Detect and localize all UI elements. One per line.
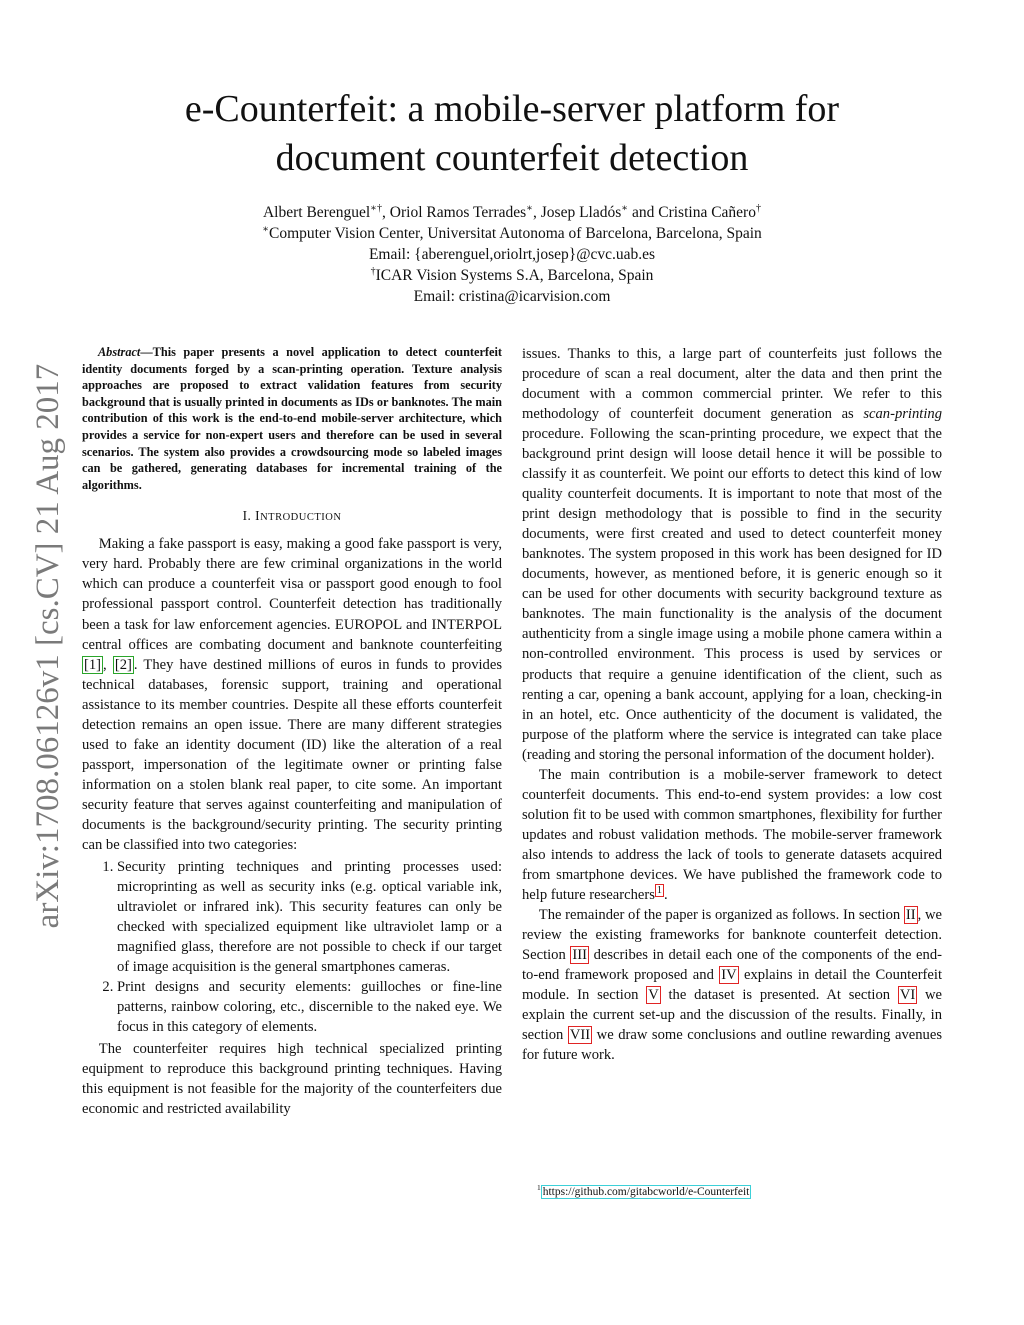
- section-link-iv[interactable]: IV: [721, 966, 737, 983]
- intro-paragraph-3: issues. Thanks to this, a large part of counterfeits just follows the procedure of scan a real document, alter the data and then print the document with a common commercial printer. We refer to this methodology of counterfeit document generation as scan-printing procedure. Following the scan-printing procedure, we expect that the background print design will loose detail hence it will be possible to classify it as counterfeit. We point our efforts to detect this kind of low quality counterfeit documents. It is important to note that most of the print design methodology that is possible to find in the security documents, were first created and used to detect counterfeit money banknotes. The system proposed in this work has been designed for ID documents, however, as mentioned before, it is generic enough so it can be used for other documents with security background texture as banknotes. The main functionality is the analysis of the document authenticity from a single image using a mobile phone camera within a non-controlled environment. This process is used by services or products that require a genuine identification of the client, such as renting a car, opening a bank account, applying for a loan, checking-in in an hotel, etc. Once authenticity of the document is validated, the purpose of the platform where the service is integrated can take place (reading and storing the personal information of the document holder).: [522, 346, 942, 763]
- list-item: 1. Security printing techniques and printing processes used: microprinting as well as security inks (e.g. optical variable ink, ultraviolet or infrared ink). This security features can only be checked with specialized equipment like ultraviolet lamp or a magnified glass, therefore are not possible to check if our target of image acquisition is the general smartphones cameras.: [117, 857, 502, 977]
- section-link-ii[interactable]: II: [905, 906, 916, 923]
- footnote-url-link[interactable]: https://github.com/gitabcworld/e-Counterfeit: [542, 1186, 750, 1198]
- section-link-v[interactable]: V: [648, 987, 659, 1003]
- left-column: [82, 344, 502, 1119]
- paper-title: [0, 85, 1024, 183]
- intro-paragraph-2: The counterfeiter requires high technical specialized printing equipment to reproduce this background printing techniques. Having this equipment is not feasible for the majority of the counterfeiters due economic and restricted availability: [82, 1041, 502, 1118]
- security-printing-list: [82, 857, 502, 1037]
- citation-link-1[interactable]: [1]: [84, 656, 102, 673]
- footnote-link-1[interactable]: 1: [656, 884, 662, 896]
- section-link-vi[interactable]: VI: [899, 987, 916, 1003]
- right-column: [522, 344, 942, 1065]
- section-heading-introduction: I. INTRODUCTION: [242, 508, 342, 524]
- intro-paragraph-4: The main contribution is a mobile-server framework to detect counterfeit documents. This end-to-end system provides: a low cost solution fit to be used with common smartphones, flexibility for further updates and robust validation methods. The mobile-server framework also intends to address the lack of tools to generate datasets acquired from smartphone devices. We have published the framework code to help future researchers $^1$ .: [522, 766, 942, 903]
- abstract-label: Abstract: [97, 345, 141, 359]
- intro-paragraph-1: Making a fake passport is easy, making a good fake passport is very, very hard. Probably there are few criminal organizations in the world which can produce a counterfeit visa or passport good enough to fool professional passport control. Counterfeit detection has traditionally been a task for law enforcement agencies. EUROPOL and INTERPOL central offices are combating document and banknote counterfeiting [1] , [2] . They have destined millions of euros in funds to provides technical databases, forensic support, training and operational assistance to its member countries. Despite all these efforts counterfeit detection remains an open issue. There are many different strategies used to fake an identity document (ID) like the alteration of a real passport, impersonation of the legitimate owner or printing false information on a stolen blank real paper, to cite some. An important security feature that serves against counterfeiting and manipulation of documents is the background/security printing. The security printing can be classified into two categories:: [82, 536, 502, 853]
- arxiv-margin-stamp: arXiv:1708.06126v1 [cs.CV] 21 Aug 2017: [30, 363, 66, 929]
- footnote: [537, 1185, 751, 1199]
- author-names: Albert Berenguel∗†, Oriol Ramos Terrades∗, Josep Lladós∗ and Cristina Cañero†: [262, 202, 761, 221]
- title-line-2: document counterfeit detection: [275, 137, 749, 179]
- affiliation-2: †ICAR Vision Systems S.A, Barcelona, Spain: [370, 265, 654, 284]
- affiliation-1: ∗Computer Vision Center, Universitat Autonoma of Barcelona, Barcelona, Spain: [262, 223, 762, 242]
- section-link-vii[interactable]: VII: [569, 1027, 591, 1044]
- abstract-text: This paper presents a novel application to detect counterfeit identity documents forged by a scan-printing operation. Texture analysis approaches are proposed to extract validation features from security background that is usually printed in documents as IDs or banknotes. The main contribution of this work is the end-to-end mobile-server architecture, which provides a service for non-expert users and therefore can be used in several scenarios. The system also provides a crowdsourcing mode so labeled images can be gathered, generating databases for incremental training of the algorithms.: [82, 345, 502, 492]
- title-line-1: e-Counterfeit: a mobile-server platform for: [184, 88, 840, 130]
- list-item: 2. Print designs and security elements: guilloches or fine-line patterns, rainbow coloring, etc., discernible to the naked eye. We focus in this category of elements.: [117, 977, 502, 1037]
- citation-link-2[interactable]: [2]: [114, 656, 132, 673]
- footnote-mark: 1: [537, 1183, 541, 1193]
- intro-paragraph-5: The remainder of the paper is organized as follows. In section II , we review the existing frameworks for banknote counterfeit detection. Section III describes in detail each one of the components of the end-to-end framework proposed and IV explains in detail the Counterfeit module. In section V the dataset is presented. At section VI we explain the current set-up and the discussion of the results. Finally, in section VII we draw some conclusions and outline rewarding avenues for future work.: [522, 906, 942, 1064]
- email-1: Email: {aberenguel,oriolrt,josep}@cvc.uab.es: [368, 246, 656, 263]
- section-link-iii[interactable]: III: [572, 946, 587, 963]
- email-2: Email: cristina@icarvision.com: [413, 288, 611, 305]
- abstract: Abstract—This paper presents a novel application to detect counterfeit identity documents forged by a scan-printing operation. Texture analysis approaches are proposed to extract validation features from security background that is usually printed in documents as IDs or banknotes. The main contribution of this work is the end-to-end mobile-server architecture, which provides a service for non-expert users and therefore can be used in several scenarios. The system also provides a crowdsourcing mode so labeled images can be gathered, generating databases for incremental training of the algorithms.: [82, 345, 502, 492]
- author-block: [0, 202, 1024, 307]
